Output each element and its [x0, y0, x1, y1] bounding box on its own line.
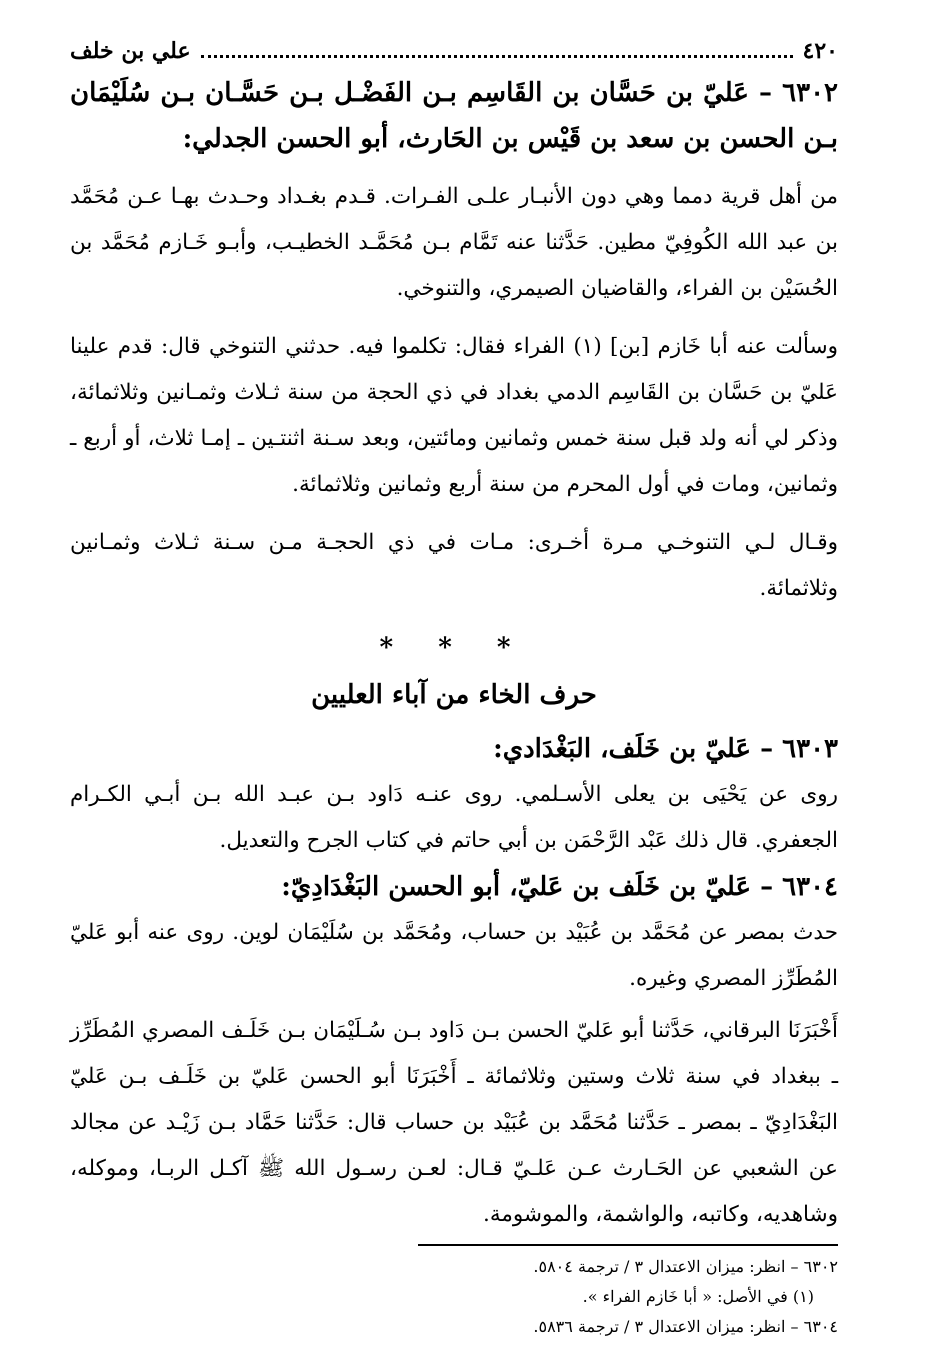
entry-6304-heading: ٦٣٠٤ – عَليّ بن خَلَف بن عَليّ، أبو الحسن البَغْدَادِيّ:	[281, 872, 838, 902]
entry-6302-heading: ٦٣٠٢ – عَليّ بن حَسَّان بن القَاسِم بـن الفَضْـل بـن حَسَّـان بـن سُلَيْمَان بـن الحسن بن سعد بن قَيْس بن الحَارث، أبو الحسن الجدلي:	[70, 78, 838, 154]
footnote-divider	[418, 1244, 838, 1246]
entry-6303-heading: ٦٣٠٣ – عَليّ بن خَلَف، البَغْدَادي:	[493, 734, 838, 764]
footnote-1: (١) في الأصل: « أبا خَازم الفراء ».	[582, 1287, 814, 1306]
page-number: ٤٢٠	[802, 38, 838, 64]
entry-6304-paragraph-2: أَخْبَرَنَا البرقاني، حَدَّثنا أبو عَليّ الحسن بـن دَاود بـن سُـلَيْمَان بـن خَلَـف المصري المُطَرِّز ـ ببغداد في سنة ثلاث وستين وثلاثمائة ـ أَخْبَرَنَا أبو الحسن عَليّ بن خَلَـف بـن عَليّ البَغْدَادِيّ ـ بمصر ـ حَدَّثنا مُحَمَّد بن عُبَيْد بن حساب قال: حَدَّثنا حَمَّاد بـن زَيْـد عن مجالد عن الشعبي عن الحَـارث عـن عَلـيّ قـال: لعـن رسـول الله ﷺ آكـل الربـا، وموكله، وشاهديه، وكاتبه، والواشمة، والموشومة.	[70, 1018, 838, 1227]
entry-6302-paragraph-2: وسألت عنه أبا خَازم [بن] (١) الفراء فقال: تكلموا فيه. حدثني التنوخي قال: قدم علينا عَليّ بن حَسَّان بن القَاسِم الدمي بغداد في ذي الحجة من سنة ثـلاث وثمـانين وثلاثمائة، وذكر لي أنه ولد قبل سنة خمس وثمانين ومائتين، وبعد سـنة اثنتـين ـ إمـا ثلاث، أو أربع ـ وثمانين، ومات في أول المحرم من سنة أربع وثمانين وثلاثمائة.	[70, 334, 839, 497]
running-header	[70, 36, 838, 70]
footnote-6302: ٦٣٠٢ – انظر: ميزان الاعتدال ٣ / ترجمة ٥٨٠٤.	[533, 1257, 838, 1276]
entry-6303-paragraph: روى عن يَحْيَى بن يعلى الأسـلمي. روى عنـه دَاود بـن عبـد الله بـن أبـي الكـرام الجعفري. قال ذلك عَبْد الرَّحْمَن بن أبي حاتم في كتاب الجرح والتعديل.	[70, 782, 838, 853]
book-page	[70, 36, 838, 1342]
header-dotted-leader	[201, 55, 793, 58]
entry-6304-paragraph-1: حدث بمصر عن مُحَمَّد بن عُبَيْد بن حساب، ومُحَمَّد بن سُلَيْمَان لوين. روى عنه أبو عَليّ المُطَرِّز المصري وغيره.	[70, 920, 838, 991]
section-separator-stars: * * *	[379, 633, 529, 663]
running-title: علي بن خلف	[70, 38, 191, 64]
entry-6302-paragraph-3: وقـال لـي التنوخـي مـرة أخـرى: مـات في ذي الحجـة مـن سـنة ثـلاث وثمـانين وثلاثمائة.	[70, 530, 838, 601]
entry-6302-paragraph-1: من أهل قرية دمما وهي دون الأنبـار علـى الفـرات. قـدم بغـداد وحـدث بهـا عـن مُحَمَّد بن عبد الله الكُوفِيّ مطين. حَدَّثنا عنه تَمَّام بـن مُحَمَّـد الخطيـب، وأبـو خَـازم مُحَمَّد بن الحُسَيْن بن الفراء، والقاضيان الصيمري، والتنوخي.	[70, 184, 838, 301]
section-title: حرف الخاء من آباء العليين	[311, 680, 597, 710]
footnote-6304: ٦٣٠٤ – انظر: ميزان الاعتدال ٣ / ترجمة ٥٨٣٦.	[533, 1317, 838, 1336]
